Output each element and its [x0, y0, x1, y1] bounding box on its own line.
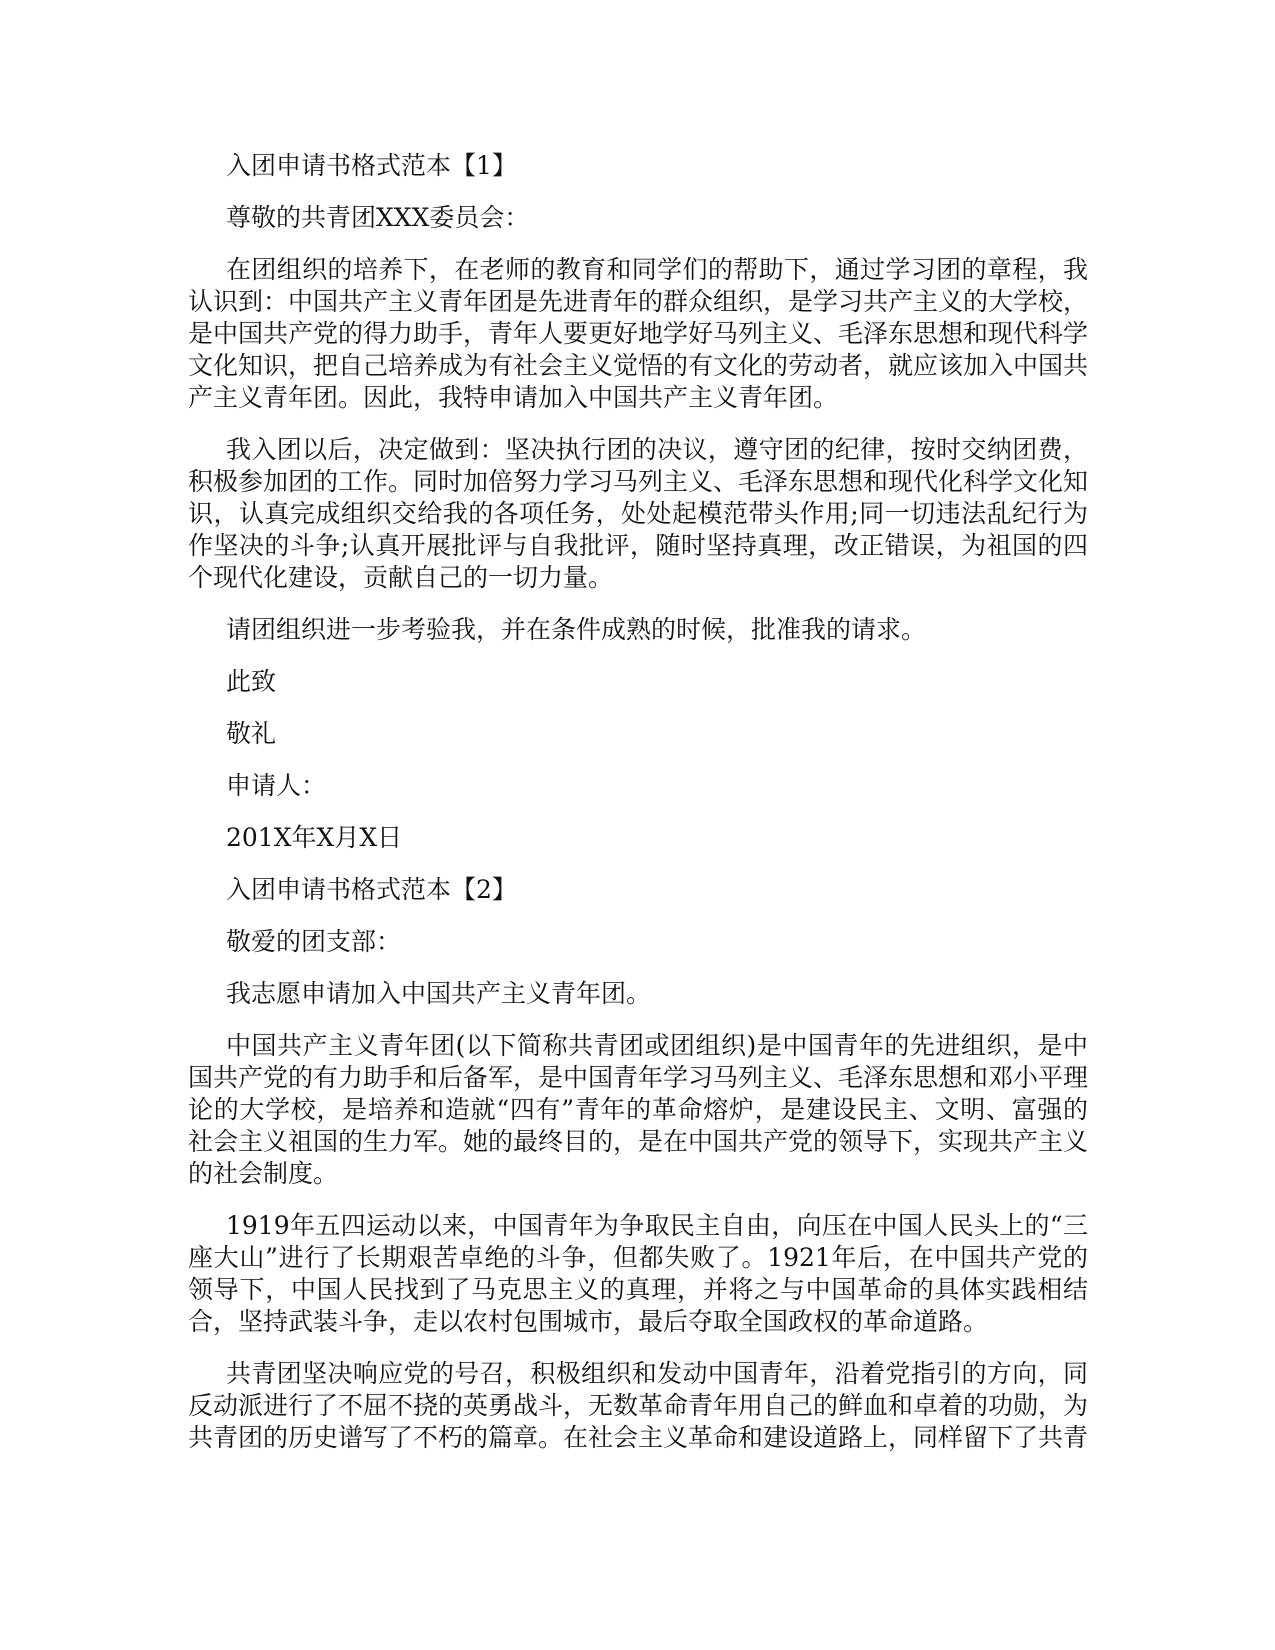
closing-line: 敬礼 [226, 719, 277, 748]
body-paragraph: 请团组织进一步考验我，并在条件成熟的时候，批准我的请求。 [226, 615, 927, 644]
salutation: 尊敬的共青团XXX委员会： [226, 203, 530, 232]
body-paragraph: 中国共产主义青年团(以下简称共青团或团组织)是中国青年的先进组织，是中国共产党的有力助手和后备军，是中国青年学习马列主义、毛泽东思想和邓小平理论的大学校，是培养和造就“四有”青年的革命熔炉，是建设民主、文明、富强的社会主义祖国的生力军。她的最终目的，是在中国共产党的领导下，实现共产主义的社会制度。 [188, 1031, 1089, 1188]
section-heading: 入团申请书格式范本【2】 [226, 875, 517, 904]
body-paragraph: 在团组织的培养下，在老师的教育和同学们的帮助下，通过学习团的章程，我认识到：中国共产主义青年团是先进青年的群众组织，是学习共产主义的大学校，是中国共产党的得力助手，青年人要更好地学好马列主义、毛泽东思想和现代科学文化知识，把自己培养成为有社会主义觉悟的有文化的劳动者，就应该加入中国共产主义青年团。因此，我特申请加入中国共产主义青年团。 [188, 255, 1089, 412]
body-paragraph: 我志愿申请加入中国共产主义青年团。 [226, 979, 652, 1008]
salutation: 敬爱的团支部： [226, 927, 402, 956]
section-heading: 入团申请书格式范本【1】 [226, 151, 517, 180]
applicant-line: 申请人： [226, 771, 327, 800]
closing-line: 此致 [226, 667, 277, 696]
body-paragraph: 1919年五四运动以来，中国青年为争取民主自由，向压在中国人民头上的“三座大山”进行了长期艰苦卓绝的斗争，但都失败了。1921年后，在中国共产党的领导下，中国人民找到了马克思主义的真理，并将之与中国革命的具体实践相结合，坚持武装斗争，走以农村包围城市，最后夺取全国政权的革命道路。 [188, 1211, 1088, 1336]
date-line: 201X年X月X日 [226, 823, 403, 852]
body-paragraph: 共青团坚决响应党的号召，积极组织和发动中国青年，沿着党指引的方向，同反动派进行了不屈不挠的英勇战斗，无数革命青年用自己的鲜血和卓着的功勋，为共青团的历史谱写了不朽的篇章。在社会主义革命和建设道路上，同样留下了共青 [188, 1359, 1089, 1452]
document-body [188, 150, 1088, 1474]
body-paragraph: 我入团以后，决定做到：坚决执行团的决议，遵守团的纪律，按时交纳团费，积极参加团的工作。同时加倍努力学习马列主义、毛泽东思想和现代化科学文化知识，认真完成组织交给我的各项任务，处处起模范带头作用;同一切违法乱纪行为作坚决的斗争;认真开展批评与自我批评，随时坚持真理，改正错误，为祖国的四个现代化建设，贡献自己的一切力量。 [188, 435, 1089, 592]
